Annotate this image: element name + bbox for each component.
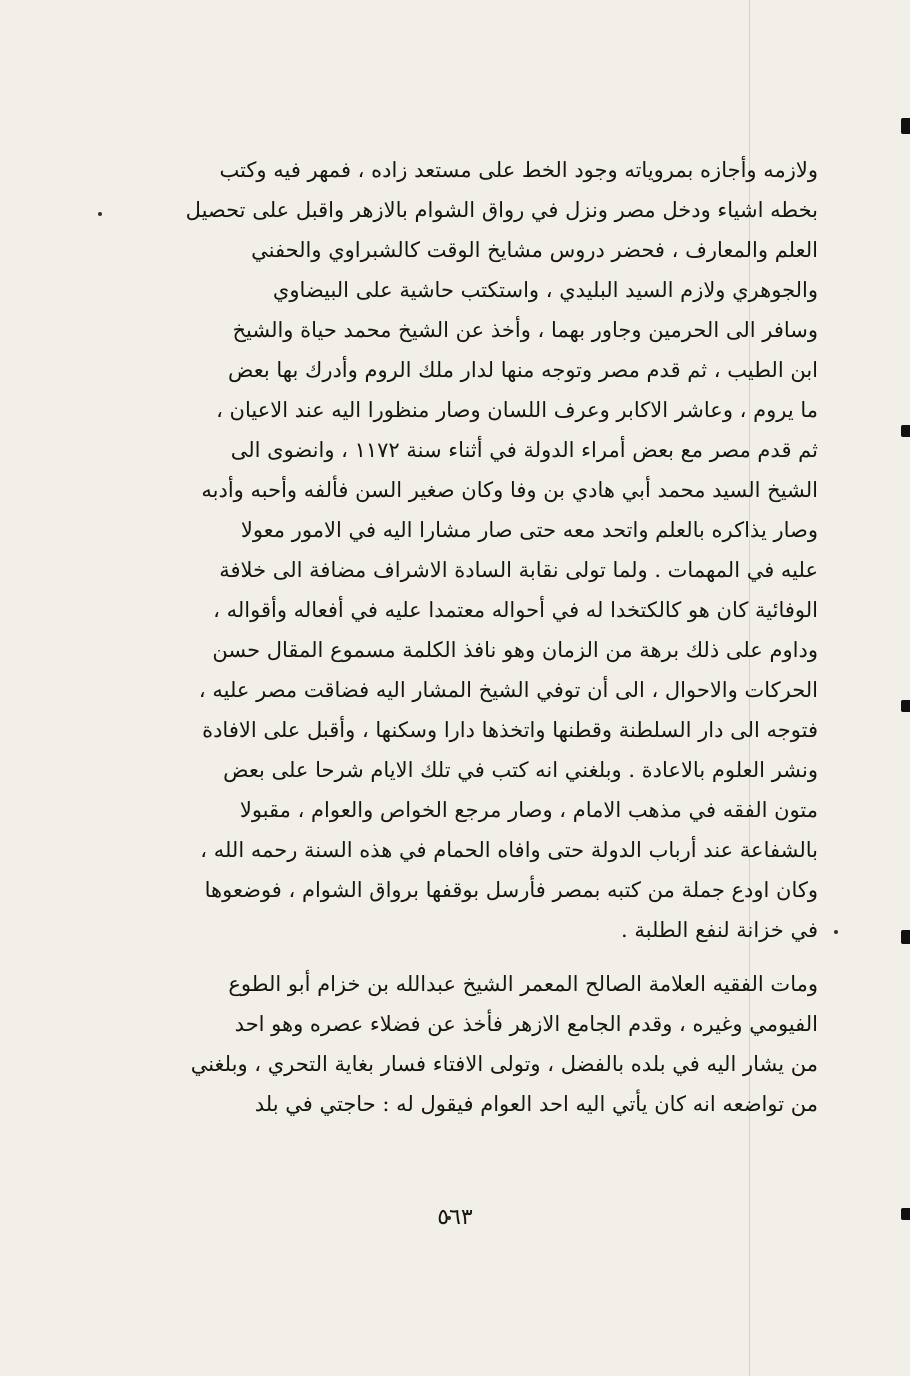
text-line: الحركات والاحوال ، الى أن توفي الشيخ المشار اليه فضاقت مصر عليه ، <box>198 678 818 702</box>
edge-mark-upper <box>901 425 910 437</box>
text-line: فتوجه الى دار السلطنة وقطنها واتخذها دارا وسكنها ، وأقبل على الافادة <box>202 718 818 742</box>
text-line: ابن الطيب ، ثم قدم مصر وتوجه منها لدار ملك الروم وأدرك بها بعض <box>228 358 818 382</box>
edge-mark-lower <box>901 930 910 944</box>
text-line: الشيخ السيد محمد أبي هادي بن وفا وكان صغير السن فألفه وأحبه وأدبه <box>201 478 818 502</box>
text-line: ثم قدم مصر مع بعض أمراء الدولة في أثناء سنة ١١٧٢ ، وانضوى الى <box>230 438 818 462</box>
text-line: عليه في المهمات . ولما تولى نقابة السادة الاشراف مضافة الى خلافة <box>219 558 818 582</box>
paragraph-1 <box>164 150 818 950</box>
text-line: ومات الفقيه العلامة الصالح المعمر الشيخ عبدالله بن خزام أبو الطوع <box>228 972 818 996</box>
text-line: العلم والمعارف ، فحضر دروس مشايخ الوقت كالشبراوي والحفني <box>251 238 818 262</box>
text-line: ولازمه وأجازه بمروياته وجود الخط على مستعد زاده ، فمهر فيه وكتب <box>219 158 818 182</box>
paragraph-gap <box>164 950 818 964</box>
text-line: والجوهري ولازم السيد البليدي ، واستكتب حاشية على البيضاوي <box>272 278 818 302</box>
text-line: في خزانة لنفع الطلبة . <box>621 918 818 942</box>
text-line: ونشر العلوم بالاعادة . وبلغني انه كتب في تلك الايام شرحا على بعض <box>223 758 818 782</box>
text-line: بخطه اشياء ودخل مصر ونزل في رواق الشوام بالازهر واقبل على تحصيل <box>185 198 818 222</box>
text-line: بالشفاعة عند أرباب الدولة حتى وافاه الحمام في هذه السنة رحمه الله ، <box>200 838 818 862</box>
text-line: الوفائية كان هو كالكتخدا له في أحواله معتمدا عليه في أفعاله وأقواله ، <box>213 598 818 622</box>
text-line: وكان اودع جملة من كتبه بمصر فأرسل بوقفها برواق الشوام ، فوضعوها <box>204 878 818 902</box>
speck-mark <box>834 930 838 934</box>
paragraph-2 <box>164 964 818 1124</box>
page-number: ٥٦٣ <box>437 1205 473 1230</box>
speck-mark <box>98 212 102 216</box>
text-line: وسافر الى الحرمين وجاور بهما ، وأخذ عن الشيخ محمد حياة والشيخ <box>232 318 818 342</box>
text-line: الفيومي وغيره ، وقدم الجامع الازهر فأخذ عن فضلاء عصره وهو احد <box>234 1012 818 1036</box>
text-line: متون الفقه في مذهب الامام ، وصار مرجع الخواص والعوام ، مقبولا <box>239 798 818 822</box>
text-line: من تواضعه انه كان يأتي اليه احد العوام فيقول له : حاجتي في بلد <box>254 1092 818 1116</box>
body-text <box>164 150 818 1124</box>
edge-mark-middle <box>901 700 910 712</box>
text-line: من يشار اليه في بلده بالفضل ، وتولى الافتاء فسار بغاية التحري ، وبلغني <box>190 1052 818 1076</box>
edge-mark-top <box>901 118 910 134</box>
text-line: وصار يذاكره بالعلم واتحد معه حتى صار مشارا اليه في الامور معولا <box>240 518 818 542</box>
text-line: ما يروم ، وعاشر الاكابر وعرف اللسان وصار منظورا اليه عند الاعيان ، <box>216 398 818 422</box>
text-line: وداوم على ذلك برهة من الزمان وهو نافذ الكلمة مسموع المقال حسن <box>212 638 818 662</box>
